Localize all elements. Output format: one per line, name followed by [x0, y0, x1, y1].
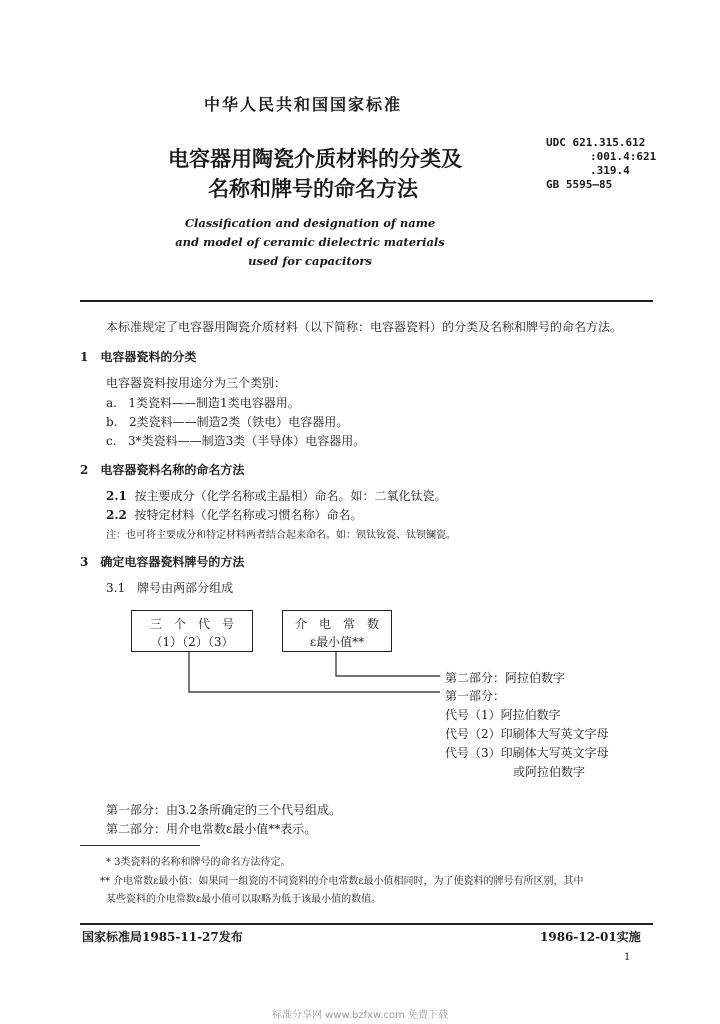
part-2-desc: 第二部分：用介电常数ε最小值**表示。: [106, 822, 317, 836]
part-1-desc: 第一部分：由3.2条所确定的三个代号组成。: [106, 803, 342, 817]
part-1-label: 第一部分：: [445, 689, 506, 703]
issue-date: 国家标准局1985-11-27发布: [82, 930, 243, 944]
item-text: 1类瓷料——制造1类电容器用。: [128, 396, 300, 410]
item-text: 2类瓷料——制造2类（铁电）电容器用。: [128, 415, 349, 429]
code-box-label: 三 个 代 号: [149, 617, 234, 631]
english-title-line-2: and model of ceramic dielectric materials: [175, 235, 445, 249]
section-1-heading: 1 电容器瓷料的分类: [80, 350, 197, 364]
section-2-heading: 2 电容器瓷料名称的命名方法: [80, 463, 245, 477]
section-1-lead: 电容器瓷料按用途分为三个类别：: [106, 376, 287, 390]
code-box-indices: （1）（2）（3）: [150, 635, 234, 649]
code-1-label: 代号（1）阿拉伯数字: [445, 708, 561, 722]
section-3-1: 3.1 牌号由两部分组成: [106, 581, 234, 595]
item-mark: b.: [106, 415, 118, 429]
intro-paragraph: 本标准规定了电容器用陶瓷介质材料（以下简称：电容器瓷料）的分类及名称和牌号的命名方法。: [106, 320, 623, 334]
udc-line-3: .319.4: [590, 164, 630, 177]
dielectric-box-label: 介 电 常 数: [294, 617, 379, 631]
udc-line-2: :001.4:621: [590, 150, 657, 163]
footnote-2-cont: 某些瓷料的介电常数ε最小值可以取略为低于该最小值的数值。: [106, 894, 382, 905]
english-title-line-3: used for capacitors: [248, 254, 372, 268]
gb-number: GB 5595—85: [546, 178, 613, 191]
issuing-organization: 中华人民共和国国家标准: [204, 95, 403, 114]
section-3-heading: 3 确定电容器瓷料牌号的方法: [80, 555, 245, 569]
part-2-label: 第二部分：阿拉伯数字: [445, 671, 566, 685]
footnote-rule: [80, 845, 200, 846]
title-line-2: 名称和牌号的命名方法: [208, 176, 418, 201]
english-title-line-1: Classification and designation of name: [184, 216, 436, 230]
code-2-label: 代号（2）印刷体大写英文字母: [445, 727, 609, 741]
code-3-label: 代号（3）印刷体大写英文字母: [445, 746, 609, 760]
dielectric-box-value: ε最小值**: [309, 635, 365, 649]
footnote-1: * 3类瓷料的名称和牌号的命名方法待定。: [106, 857, 291, 868]
item-text: 按主要成分（化学名称或主晶相）命名。如：二氧化钛瓷。: [134, 489, 447, 503]
watermark: 标准分享网 www.bzfxw.com 免费下载: [272, 1010, 448, 1021]
item-mark: c.: [106, 434, 117, 448]
item-text: 按特定材料（化学名称或习惯名称）命名。: [134, 508, 363, 522]
section-2-note: 注：也可将主要成分和特定材料两者结合起来命名。如：钡钛钕瓷、钛钡镧瓷。: [106, 530, 456, 541]
footnote-2: ** 介电常数ε最小值：如果同一组瓷的不同瓷料的介电常数ε最小值相同时，为了使瓷料的牌号有所区别，其中: [100, 876, 584, 887]
item-text: 3*类瓷料——制造3类（半导体）电容器用。: [128, 434, 366, 448]
item-mark: 2.1: [106, 489, 127, 503]
footer-rule: [80, 923, 653, 925]
page-number: 1: [624, 952, 631, 963]
code-3-label-cont: 或阿拉伯数字: [513, 765, 586, 779]
implement-date: 1986-12-01实施: [540, 930, 641, 944]
connector-part-2: [336, 652, 440, 676]
item-mark: 2.2: [106, 508, 127, 522]
title-line-1: 电容器用陶瓷介质材料的分类及: [168, 146, 462, 171]
item-mark: a.: [106, 396, 117, 410]
connector-part-1: [189, 652, 440, 692]
udc-line-1: UDC 621.315.612: [546, 136, 646, 149]
